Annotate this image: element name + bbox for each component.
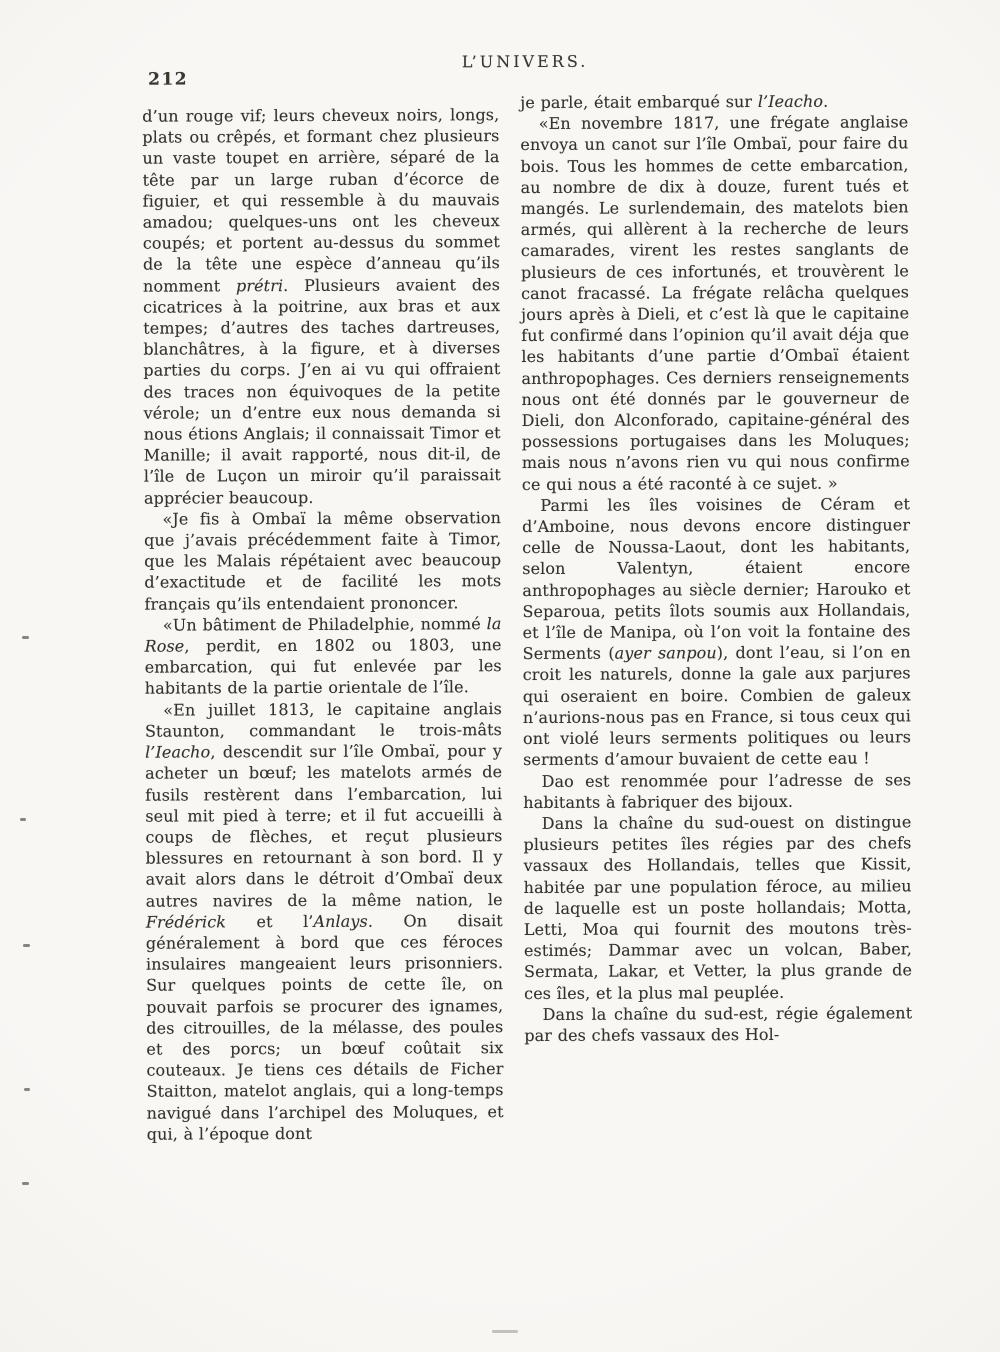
paragraph: «En juillet 1813, le capitaine anglais Staunton, commandant le trois-mâts l’Ieacho, descendit sur l’île Ombaï, pour y acheter un bœuf; les matelots armés de fusils restèrent dans l’embarcation, lui seul mit pied à terre; et il fut accueilli à coups de flèches, et reçut plusieurs blessures en retournant à son bord. Il y avait alors dans le détroit d’Ombaï deux autres navires de la même nation, le Frédérick et l’Anlays. On disait généralement à bord que ces féroces insulaires mangeaient leurs prisonniers. Sur quelques points de cette île, on pouvait parfois se procurer des ignames, des citrouilles, de la mélasse, des poules et des porcs; un bœuf coûtait six couteaux. Je tiens ces détails de Ficher Staitton, matelot anglais, qui a long-temps navigué dans l’archipel des Moluques, et qui, à l’époque dont (144, 698, 504, 1144)
paragraph: Dao est renommée pour l’adresse de ses habitants à fabriquer des bijoux. (523, 769, 912, 812)
page-content (142, 48, 913, 1144)
scan-artifact-mark (22, 1182, 29, 1185)
running-head (142, 48, 908, 99)
paragraph: Parmi les îles voisines de Céram et d’Amboine, nous devons encore distinguer celle de Noussa-Laout, dont les habitants, selon Valentyn, étaient encore anthropophages au siècle dernier; Harouko et Separoua, petits îlots soumis aux Hollandais, et l’île de Manipa, où l’on voit la fontaine des Serments (ayer sanpou), dont l’eau, si l’on en croit les naturels, donne la gale aux parjures qui oseraient en boire. Combien de galeux n’aurions-nous pas en France, si tous ceux qui ont violé leurs serments politiques ou leurs serments d’amour buvaient de cette eau ! (522, 494, 912, 770)
scan-artifact-mark (20, 818, 26, 821)
paragraph: «Je fis à Ombaï la même observation que j’avais précédemment faite à Timor, que les Malais répétaient avec beaucoup d’exactitude et de facilité les mots français qu’ils entendaient prononcer. (144, 507, 502, 614)
paragraph: «Un bâtiment de Philadelphie, nommé la Rose, perdit, en 1802 ou 1803, une embarcation, qui fut enlevée par les habitants de la partie orientale de l’île. (144, 613, 502, 699)
paragraph: Dans la chaîne du sud-est, régie également par des chefs vassaux des Hol- (524, 1003, 913, 1045)
paragraph: Dans la chaîne du sud-ouest on distingue plusieurs petites îles régies par des chefs vassaux des Hollandais, telles que Kissit, habitée par une population féroce, au milieu de laquelle est un poste hollandais; Motta, Letti, Moa qui fournit des moutons très-estimés; Dammar avec un volcan, Baber, Sermata, Lakar, et Vetter, la plus grande de ces îles, et la plus mal peuplée. (523, 812, 913, 1003)
scan-artifact-mark (492, 1330, 518, 1333)
text-columns (142, 91, 913, 1144)
scan-artifact-mark (24, 1088, 30, 1091)
scan-artifact-mark (23, 944, 30, 947)
paragraph: «En novembre 1817, une frégate anglaise envoya un canot sur l’île Ombaï, pour faire du bois. Tous les hommes de cette embarcation, au nombre de dix à douze, furent tués et mangés. Le surlendemain, des matelots bien armés, qui allèrent à la recherche de leurs camarades, virent les restes sanglants de plusieurs de ces infortunés, et trouvèrent le canot fracassé. La frégate relâcha quelques jours après à Dieli, et c’est là que le capitaine fut confirmé dans l’opinion qu’il avait déja que les habitants d’une partie d’Ombaï étaient anthropophages. Ces derniers renseignements nous ont été donnés par le gouverneur de Dieli, don Alconforado, capitaine-général des possessions portugaises dans les Moluques; mais nous n’avons rien vu qui nous confirme ce qui nous a été raconté à ce sujet. » (520, 112, 910, 494)
scan-artifact-mark (22, 636, 29, 639)
page-number: 212 (148, 69, 189, 90)
left-column (142, 104, 504, 1145)
paragraph: je parle, était embarqué sur l’Ieacho. (520, 91, 829, 113)
paragraph: d’un rouge vif; leurs cheveux noirs, longs, plats ou crêpés, et formant chez plusieurs un vaste toupet en arrière, séparé de la tête par un large ruban d’écorce de figuier, et qui ressemble à du mauvais amadou; quelques-uns ont les cheveux coupés; et portent au-dessus du sommet de la tête une espèce d’anneau qu’ils nomment prétri. Plusieurs avaient des cicatrices à la poitrine, aux bras et aux tempes; d’autres des taches dartreuses, blanchâtres, à la figure, et à diverses parties du corps. J’en ai vu qui offraient des traces non équivoques de la petite vérole; un d’entre eux nous demanda si nous étions Anglais; il connaissait Timor et Manille; il avait rapporté, nous dit-il, de l’île de Luçon un miroir qu’il paraissait apprécier beaucoup. (142, 105, 501, 508)
right-column (520, 90, 912, 1046)
running-title: L’UNIVERS. (461, 51, 589, 72)
